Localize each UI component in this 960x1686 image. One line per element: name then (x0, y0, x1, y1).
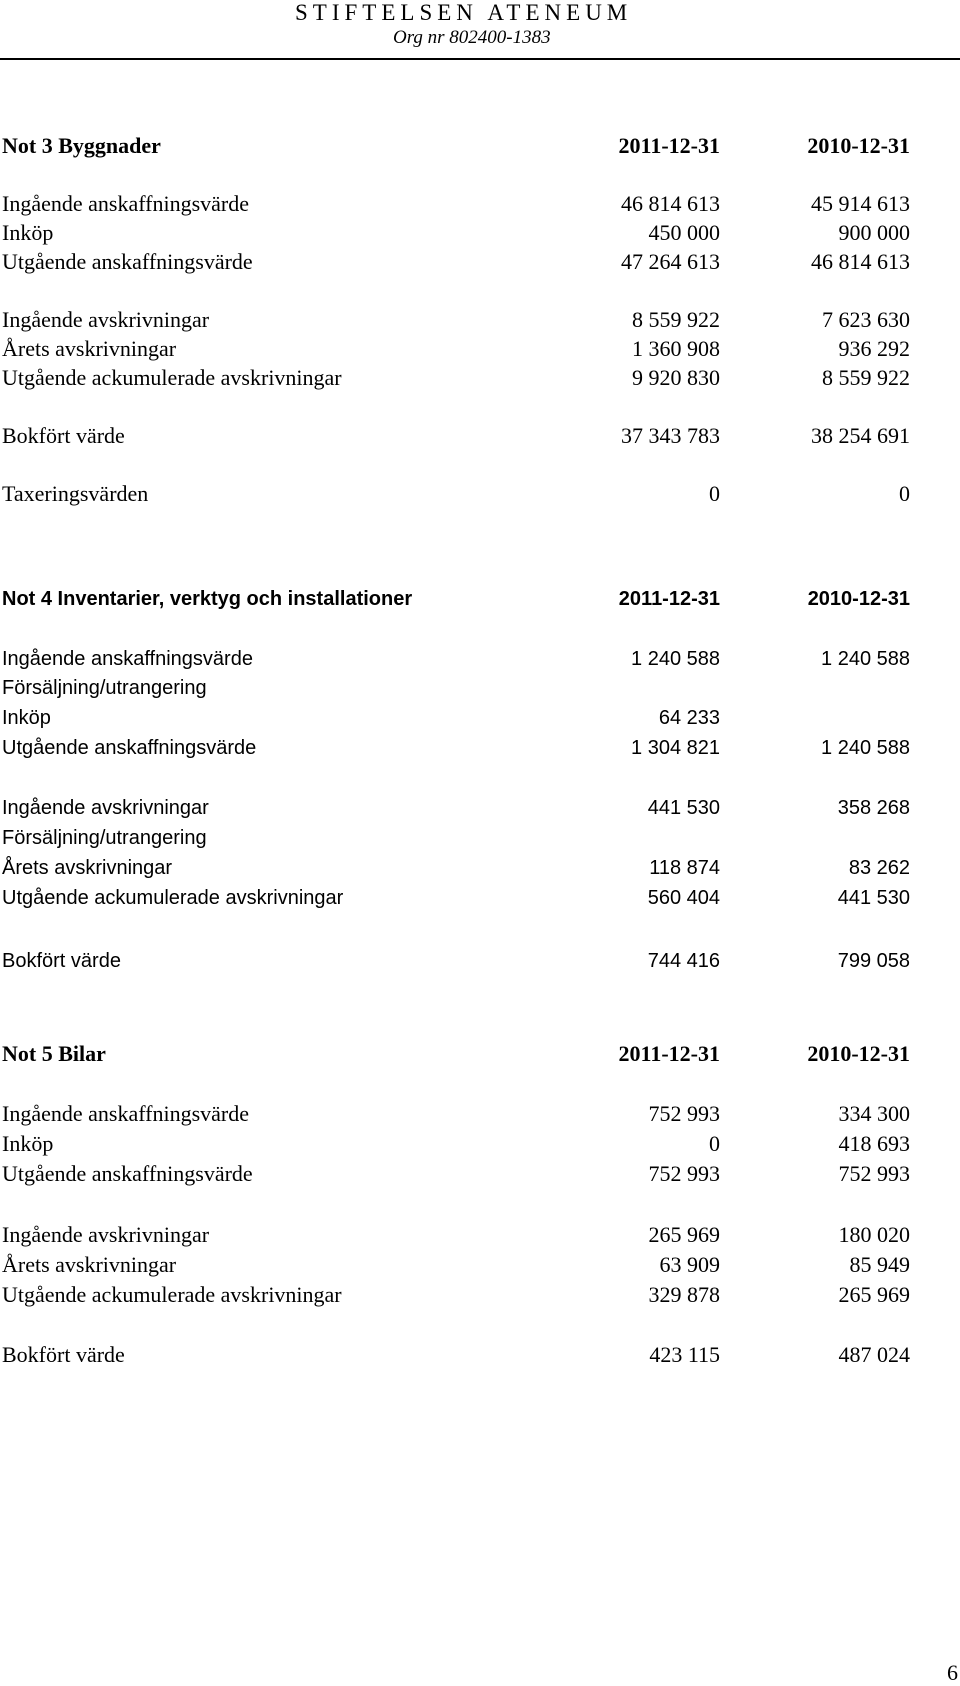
table-row: Utgående ackumulerade avskrivningar 9 920 830 8 559 922 (2, 365, 910, 390)
table-row: Ingående avskrivningar 8 559 922 7 623 630 (2, 307, 910, 332)
note-4-heading (0, 586, 910, 612)
note-title: Not 4 Inventarier, verktyg och installationer (2, 588, 413, 610)
table-row: Ingående anskaffningsvärde 752 993 334 300 (2, 1101, 910, 1126)
table-row: Utgående anskaffningsvärde 752 993 752 993 (2, 1161, 910, 1186)
note-5-heading (0, 1041, 910, 1067)
column-header-2010: 2010-12-31 (807, 1041, 910, 1066)
table-row: Årets avskrivningar 118 874 83 262 (2, 857, 910, 879)
table-row: Försäljning/utrangering (2, 827, 207, 849)
table-row: Bokfört värde 744 416 799 058 (2, 950, 910, 972)
column-header-2011: 2011-12-31 (618, 1041, 720, 1066)
organization-name: STIFTELSEN ATENEUM (295, 0, 633, 25)
table-row: Inköp 0 418 693 (2, 1131, 910, 1156)
note-title: Not 5 Bilar (2, 1041, 106, 1066)
organization-number: Org nr 802400-1383 (393, 27, 551, 48)
note-3-heading (0, 133, 910, 159)
table-row: Ingående anskaffningsvärde 46 814 613 45 914 613 (2, 191, 910, 216)
table-row: Årets avskrivningar 63 909 85 949 (2, 1252, 910, 1277)
column-header-2011: 2011-12-31 (618, 133, 720, 158)
table-row: Inköp 450 000 900 000 (2, 220, 910, 245)
table-row: Utgående ackumulerade avskrivningar 560 404 441 530 (2, 887, 910, 909)
column-header-2010: 2010-12-31 (807, 133, 910, 158)
table-row: Ingående avskrivningar 441 530 358 268 (2, 797, 910, 819)
table-row: Årets avskrivningar 1 360 908 936 292 (2, 336, 910, 361)
table-row: Utgående ackumulerade avskrivningar 329 878 265 969 (2, 1282, 910, 1307)
page-number: 6 (947, 1660, 958, 1685)
header-divider (0, 58, 960, 60)
table-row: Utgående anskaffningsvärde 1 304 821 1 240 588 (2, 737, 910, 759)
column-header-2011: 2011-12-31 (618, 588, 720, 610)
table-row: Ingående anskaffningsvärde 1 240 588 1 240 588 (2, 648, 910, 670)
table-row: Bokfört värde 423 115 487 024 (2, 1342, 910, 1367)
table-row: Utgående anskaffningsvärde 47 264 613 46 814 613 (2, 249, 910, 274)
page-header (0, 0, 960, 60)
table-row: Försäljning/utrangering (2, 677, 207, 699)
table-row: Inköp 64 233 (2, 707, 720, 729)
table-row: Taxeringsvärden 0 0 (2, 481, 910, 506)
note-title: Not 3 Byggnader (2, 133, 161, 158)
column-header-2010: 2010-12-31 (807, 588, 910, 610)
table-row: Ingående avskrivningar 265 969 180 020 (2, 1222, 910, 1247)
table-row: Bokfört värde 37 343 783 38 254 691 (2, 423, 910, 448)
